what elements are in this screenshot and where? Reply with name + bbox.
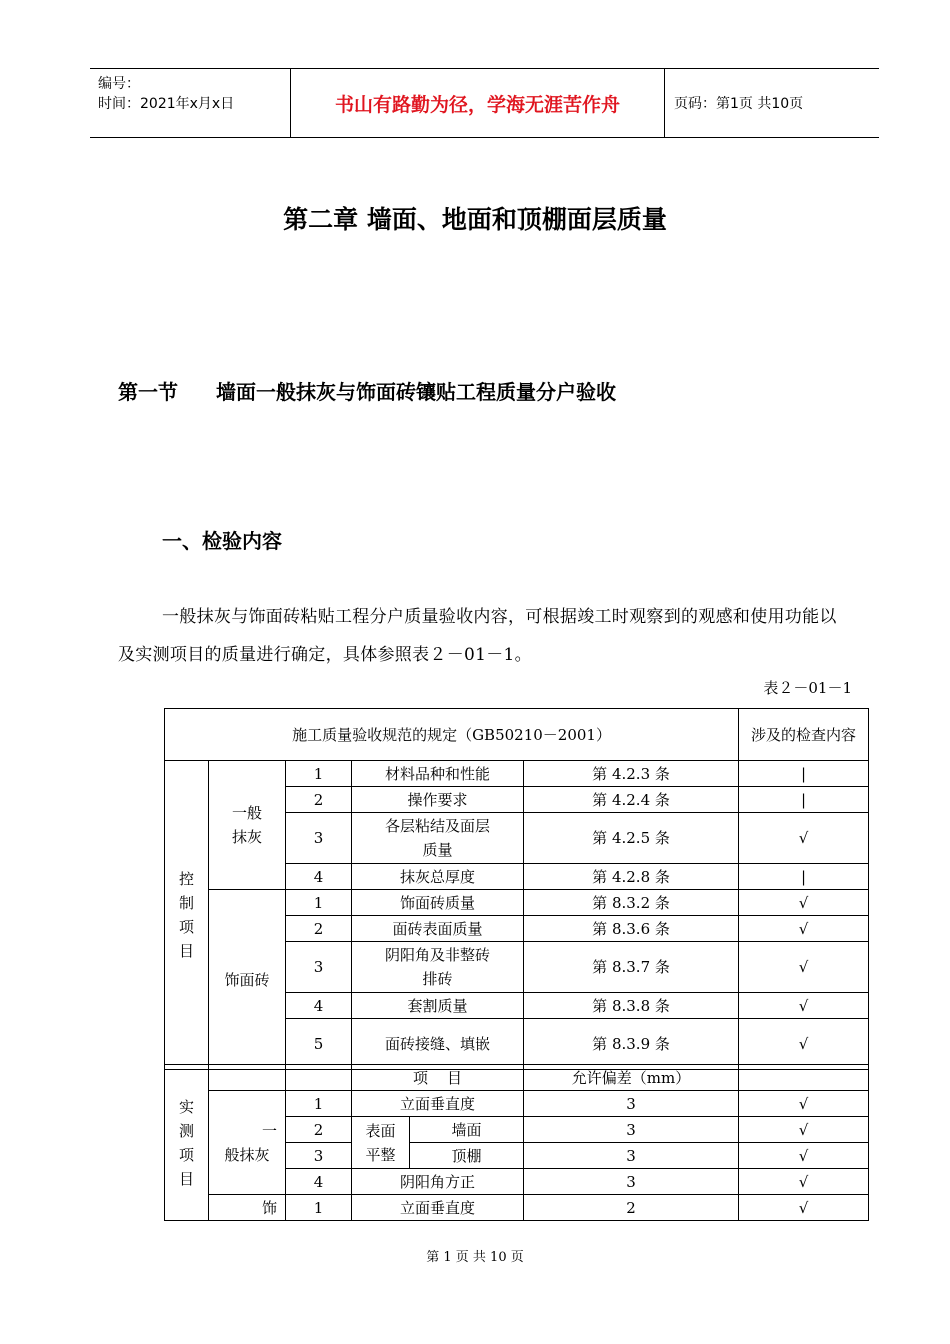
item-header: 项 目 [352,1065,524,1091]
row-check: √ [739,890,869,916]
row-item: 面砖表面质量 [352,916,524,942]
measure-plaster-label: 一 般抹灰 [209,1091,286,1195]
section-number: 第一节 [118,380,178,404]
row-clause: 第 4.2.3 条 [524,761,739,787]
row-deviation: 3 [524,1169,739,1195]
control-items-label: 控制项目 [165,761,209,1070]
row-deviation: 3 [524,1091,739,1117]
row-deviation: 3 [524,1117,739,1143]
row-check: | [739,787,869,813]
deviation-header: 允许偏差（mm） [524,1065,739,1091]
empty-cell [209,1065,286,1091]
table-header-row [165,709,869,761]
row-number: 1 [286,1091,352,1117]
spec-header: 施工质量验收规范的规定（GB50210－2001） [165,709,739,761]
row-clause: 第 4.2.4 条 [524,787,739,813]
row-number: 1 [286,890,352,916]
chapter-title: 第二章 墙面、地面和顶棚面层质量 [283,205,667,234]
row-number: 2 [286,916,352,942]
table-caption: 表２－01－1 [763,679,852,697]
row-number: 4 [286,993,352,1019]
row-item: 各层粘结及面层质量 [352,813,524,864]
row-item: 墙面 [410,1117,524,1143]
row-check: √ [739,1169,869,1195]
subheading: 一、检验内容 [162,529,282,553]
table-row [165,1195,869,1221]
row-number: 5 [286,1019,352,1070]
row-number: 3 [286,813,352,864]
row-check: √ [739,1091,869,1117]
row-check: √ [739,1019,869,1070]
row-item: 饰面砖质量 [352,890,524,916]
empty-cell [739,1065,869,1091]
measure-header-row [165,1065,869,1091]
section-heading [118,376,616,405]
header-page-label: 页码：第1页 共10页 [674,96,804,112]
surface-flat-label: 表面平整 [352,1117,410,1169]
page-header [90,68,879,138]
row-item: 顶棚 [410,1143,524,1169]
row-check: √ [739,916,869,942]
row-item: 面砖接缝、填嵌 [352,1019,524,1070]
measure-table [164,1064,869,1221]
row-number: 3 [286,1143,352,1169]
table-row [165,1091,869,1117]
row-check: √ [739,813,869,864]
body-paragraph: 一般抹灰与饰面砖粘贴工程分户质量验收内容，可根据竣工时观察到的观感和使用功能以及实测项目的质量进行确定，具体参照表２－01－1。 [118,607,837,665]
row-check: | [739,761,869,787]
page-footer: 第 1 页 共 10 页 [426,1250,524,1265]
row-deviation: 2 [524,1195,739,1221]
table-row [165,890,869,916]
plaster-group-label: 一般抹灰 [209,761,286,890]
row-check: √ [739,1117,869,1143]
section-title: 墙面一般抹灰与饰面砖镶贴工程质量分户验收 [216,380,616,404]
row-clause: 第 8.3.8 条 [524,993,739,1019]
measure-tile-label: 饰 [209,1195,286,1221]
header-meta [90,69,290,137]
row-check: √ [739,1195,869,1221]
row-clause: 第 4.2.5 条 [524,813,739,864]
row-clause: 第 8.3.9 条 [524,1019,739,1070]
row-clause: 第 8.3.2 条 [524,890,739,916]
serial-label: 编号： [98,76,140,92]
header-motto: 书山有路勤为径，学海无涯苦作舟 [290,69,665,137]
time-label: 时间：2021年x月x日 [98,96,235,112]
row-clause: 第 8.3.7 条 [524,942,739,993]
row-item: 套割质量 [352,993,524,1019]
table-row [165,761,869,787]
row-item: 阴阳角及非整砖排砖 [352,942,524,993]
row-item: 阴阳角方正 [352,1169,524,1195]
empty-cell [286,1065,352,1091]
row-number: 3 [286,942,352,993]
row-check: | [739,864,869,890]
tile-group-label: 饰面砖 [209,890,286,1070]
row-item: 材料品种和性能 [352,761,524,787]
row-check: √ [739,942,869,993]
row-number: 2 [286,787,352,813]
row-deviation: 3 [524,1143,739,1169]
row-number: 4 [286,864,352,890]
row-clause: 第 8.3.6 条 [524,916,739,942]
row-check: √ [739,1143,869,1169]
measure-items-label: 实测项目 [165,1065,209,1221]
row-number: 2 [286,1117,352,1143]
check-header: 涉及的检查内容 [739,709,869,761]
row-number: 4 [286,1169,352,1195]
row-item: 操作要求 [352,787,524,813]
row-item: 立面垂直度 [352,1195,524,1221]
row-clause: 第 4.2.8 条 [524,864,739,890]
quality-table [164,708,869,1070]
row-check: √ [739,993,869,1019]
row-item: 抹灰总厚度 [352,864,524,890]
row-item: 立面垂直度 [352,1091,524,1117]
row-number: 1 [286,761,352,787]
row-number: 1 [286,1195,352,1221]
